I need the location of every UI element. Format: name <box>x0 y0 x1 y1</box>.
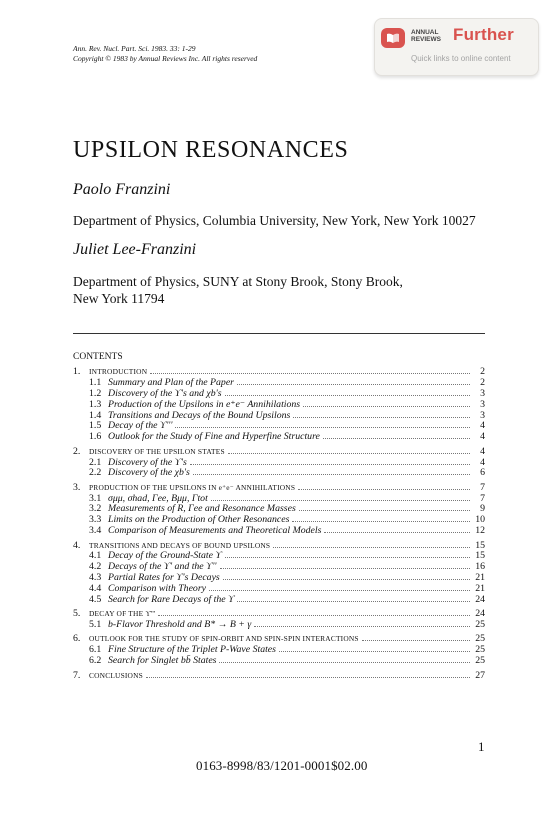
citation-line-2: Copyright © 1983 by Annual Reviews Inc. All rights reserved <box>73 54 258 63</box>
toc-entry-number: 4.3 <box>89 572 102 584</box>
toc-leader-dots <box>237 595 470 602</box>
toc-entry-title: Decay of the Ground-State ϒ <box>108 550 222 562</box>
author-1: Paolo Franzini <box>73 181 171 198</box>
toc-entry-number: 7. <box>73 669 81 681</box>
toc-entry-title: PRODUCTION OF THE UPSILONS IN e⁺e⁻ ANNIHILATIONS <box>89 482 296 492</box>
toc-entry[interactable] <box>73 467 485 478</box>
toc-leader-dots <box>362 634 470 641</box>
toc-leader-dots <box>193 468 470 475</box>
toc-leader-dots <box>146 671 470 678</box>
toc-entry-page: 12 <box>475 525 485 537</box>
toc-entry-number: 6. <box>73 633 81 645</box>
toc-entry-number: 3.2 <box>89 503 102 515</box>
toc-entry-page: 4 <box>480 445 485 457</box>
toc-entry[interactable] <box>73 644 485 655</box>
affiliation-1: Department of Physics, Columbia University, New York, New York 10027 <box>73 213 476 228</box>
toc-leader-dots <box>175 421 470 428</box>
toc-entry-number: 3.1 <box>89 492 102 504</box>
toc-entry-number: 3.4 <box>89 525 102 537</box>
toc-leader-dots <box>237 378 470 385</box>
toc-entry-number: 1. <box>73 366 81 377</box>
page-number: 1 <box>478 739 485 754</box>
toc-entry-title: Decay of the ϒ''' <box>108 420 173 432</box>
toc-entry-page: 21 <box>475 583 485 595</box>
annual-reviews-logo-icon <box>381 28 405 48</box>
toc-entry-page: 10 <box>475 514 485 526</box>
toc-entry[interactable] <box>73 420 485 431</box>
toc-entry-page: 15 <box>475 539 485 551</box>
toc-entry-page: 9 <box>480 503 485 515</box>
toc-entry-page: 27 <box>475 669 485 681</box>
toc-entry[interactable] <box>73 525 485 536</box>
toc-entry[interactable] <box>73 594 485 605</box>
toc-leader-dots <box>299 504 470 511</box>
toc-entry[interactable] <box>73 482 485 493</box>
section-divider <box>73 333 485 334</box>
toc-leader-dots <box>209 584 470 591</box>
toc-entry-page: 25 <box>475 655 485 667</box>
toc-entry-page: 25 <box>475 644 485 656</box>
toc-entry-title: Comparison of Measurements and Theoretical Models <box>108 525 322 537</box>
toc-entry-title: Summary and Plan of the Paper <box>108 376 234 388</box>
toc-leader-dots <box>223 573 470 580</box>
toc-entry-title: TRANSITIONS AND DECAYS OF BOUND UPSILONS <box>89 540 271 550</box>
toc-leader-dots <box>225 551 470 558</box>
toc-entry[interactable] <box>73 633 485 644</box>
toc-entry-page: 15 <box>475 550 485 562</box>
toc-entry-page: 4 <box>480 420 485 432</box>
toc-entry-title: DISCOVERY OF THE UPSILON STATES <box>89 446 225 456</box>
toc-entry[interactable] <box>73 399 485 410</box>
toc-entry[interactable] <box>73 410 485 421</box>
toc-leader-dots <box>293 411 470 418</box>
toc-entry-page: 3 <box>480 398 485 410</box>
toc-entry-title: Discovery of the ϒ's and χb's <box>108 387 222 399</box>
toc-leader-dots <box>324 526 470 533</box>
toc-entry[interactable] <box>73 572 485 583</box>
toc-leader-dots <box>298 483 470 490</box>
toc-entry-page: 24 <box>475 593 485 605</box>
toc-leader-dots <box>273 541 470 548</box>
toc-entry-number: 1.4 <box>89 409 102 421</box>
toc-entry-title: INTRODUCTION <box>89 367 148 376</box>
toc-leader-dots <box>279 645 470 652</box>
toc-entry-title: Outlook for the Study of Fine and Hyperfine Structure <box>108 431 320 443</box>
toc-entry-page: 25 <box>475 619 485 631</box>
toc-entry[interactable] <box>73 514 485 525</box>
toc-entry-number: 1.2 <box>89 387 102 399</box>
toc-entry[interactable] <box>73 540 485 551</box>
toc-entry-number: 1.6 <box>89 431 102 443</box>
toc-leader-dots <box>220 562 470 569</box>
toc-entry-page: 16 <box>475 561 485 573</box>
toc-entry-number: 6.1 <box>89 644 102 656</box>
toc-entry-page: 2 <box>480 366 485 377</box>
toc-entry[interactable] <box>73 366 485 377</box>
toc-entry-number: 1.5 <box>89 420 102 432</box>
toc-entry-number: 2.2 <box>89 467 102 479</box>
toc-entry[interactable] <box>73 608 485 619</box>
toc-entry[interactable] <box>73 503 485 514</box>
article-title: UPSILON RESONANCES <box>73 137 349 163</box>
toc-entry[interactable] <box>73 655 485 666</box>
toc-entry-title: CONCLUSIONS <box>89 670 143 680</box>
toc-entry-title: OUTLOOK FOR THE STUDY OF SPIN-ORBIT AND SPIN-SPIN INTERACTIONS <box>89 634 359 644</box>
toc-entry-number: 3.3 <box>89 514 102 526</box>
toc-entry[interactable] <box>73 561 485 572</box>
toc-entry-page: 3 <box>480 409 485 421</box>
toc-entry-number: 3. <box>73 481 81 493</box>
toc-entry-number: 6.2 <box>89 655 102 667</box>
toc-entry-number: 2. <box>73 445 81 457</box>
toc-entry[interactable] <box>73 431 485 442</box>
toc-entry-number: 4. <box>73 539 81 551</box>
toc-entry[interactable] <box>73 457 485 468</box>
toc-entry-title: Fine Structure of the Triplet P-Wave States <box>108 644 276 656</box>
toc-entry[interactable] <box>73 377 485 388</box>
table-of-contents <box>73 366 485 680</box>
toc-entry-title: Discovery of the ϒ's <box>108 456 187 468</box>
toc-leader-dots <box>211 494 470 501</box>
toc-entry-title: b-Flavor Threshold and B* → B + γ <box>108 619 252 631</box>
citation-line-1: Ann. Rev. Nucl. Part. Sci. 1983. 33: 1-29 <box>73 44 196 53</box>
toc-entry-number: 5.1 <box>89 619 102 631</box>
toc-entry[interactable] <box>73 583 485 594</box>
toc-leader-dots <box>228 447 470 454</box>
toc-entry-title: Discovery of the χb's <box>108 467 190 479</box>
toc-entry[interactable] <box>73 493 485 504</box>
toc-entry-title: Search for Singlet bb̄ States <box>108 655 217 667</box>
toc-leader-dots <box>225 389 470 396</box>
toc-entry-number: 1.1 <box>89 376 102 388</box>
contents-heading: CONTENTS <box>73 352 123 362</box>
toc-entry-title: Production of the Upsilons in e⁺e⁻ Annihilations <box>108 398 301 410</box>
toc-entry-title: Partial Rates for ϒ's Decays <box>108 572 220 584</box>
toc-entry-title: Comparison with Theory <box>108 583 206 595</box>
toc-leader-dots <box>190 458 470 465</box>
toc-entry-page: 24 <box>475 608 485 620</box>
toc-entry-number: 4.2 <box>89 561 102 573</box>
toc-entry[interactable] <box>73 619 485 630</box>
toc-entry-title: Search for Rare Decays of the ϒ <box>108 593 235 605</box>
toc-entry-page: 3 <box>480 387 485 399</box>
toc-entry[interactable] <box>73 550 485 561</box>
toc-entry-page: 7 <box>480 481 485 493</box>
toc-entry-page: 2 <box>480 376 485 388</box>
toc-entry-title: Transitions and Decays of the Bound Upsilons <box>108 409 291 421</box>
toc-entry-page: 21 <box>475 572 485 584</box>
toc-leader-dots <box>254 620 470 627</box>
toc-entry-title: DECAY OF THE ϒ''' <box>89 609 156 619</box>
toc-entry-number: 4.1 <box>89 550 102 562</box>
toc-entry-title: σμμ, σhad, Γee, Bμμ, Γtot <box>108 492 208 504</box>
further-links-badge[interactable] <box>374 18 539 76</box>
publisher-name: ANNUAL REVIEWS <box>411 29 441 43</box>
toc-entry[interactable] <box>73 670 485 681</box>
article-code: 0163-8998/83/1201-0001$02.00 <box>196 758 368 773</box>
toc-entry-title: Limits on the Production of Other Resonances <box>108 514 290 526</box>
toc-entry-title: Measurements of R, Γee and Resonance Masses <box>108 503 296 515</box>
toc-leader-dots <box>323 432 470 439</box>
toc-entry-number: 4.4 <box>89 583 102 595</box>
further-tagline: Quick links to online content <box>411 54 511 63</box>
toc-leader-dots <box>303 400 470 407</box>
toc-entry-page: 25 <box>475 633 485 645</box>
toc-leader-dots <box>292 515 470 522</box>
toc-entry-page: 4 <box>480 456 485 468</box>
toc-entry-title: Decays of the ϒ' and the ϒ'' <box>108 561 217 573</box>
toc-leader-dots <box>150 367 470 374</box>
author-2: Juliet Lee-Franzini <box>73 241 197 258</box>
toc-entry[interactable] <box>73 388 485 399</box>
toc-entry-number: 1.3 <box>89 398 102 410</box>
affiliation-2: Department of Physics, SUNY at Stony Brook, Stony Brook, New York 11794 <box>73 274 403 306</box>
toc-entry-number: 5. <box>73 608 81 620</box>
toc-entry-number: 4.5 <box>89 593 102 605</box>
toc-entry-number: 2.1 <box>89 456 102 468</box>
journal-citation <box>73 44 257 64</box>
toc-entry-page: 6 <box>480 467 485 479</box>
further-brand: Further <box>453 25 514 44</box>
toc-entry[interactable] <box>73 446 485 457</box>
toc-leader-dots <box>158 609 470 616</box>
toc-entry-page: 7 <box>480 492 485 504</box>
toc-entry-page: 4 <box>480 431 485 443</box>
toc-leader-dots <box>219 656 470 663</box>
